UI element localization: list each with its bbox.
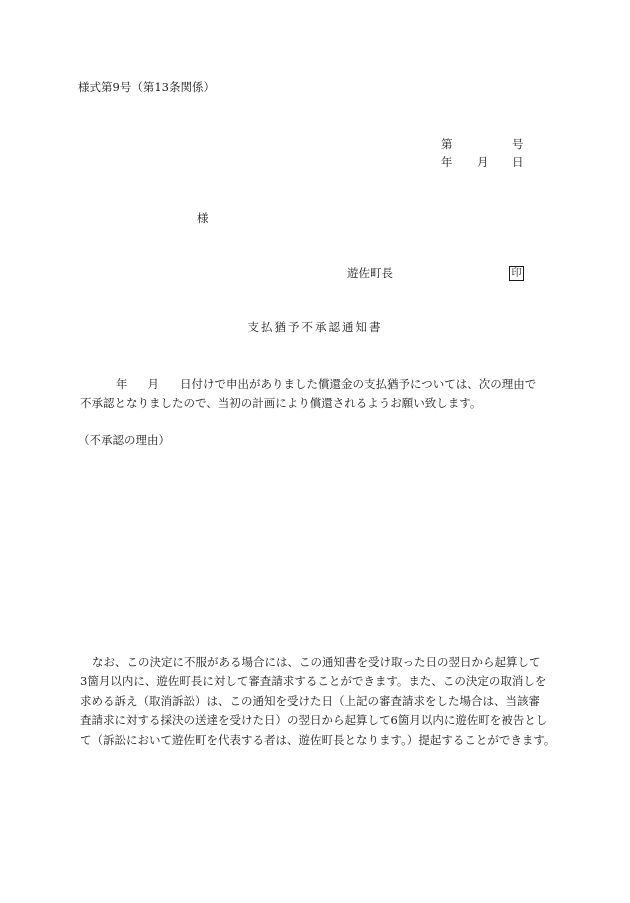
reason-heading: （不承認の理由） [78, 433, 170, 447]
document-title: 支払猶予不承認通知書 [247, 320, 383, 334]
sender-name: 遊佐町長 [347, 266, 393, 280]
intro-year: 年 [116, 377, 128, 391]
note-line: 3箇月以内に、遊佐町長に対して審査請求することができます。また、この決定の取消しを [80, 674, 547, 688]
intro-line-1 [80, 379, 536, 391]
intro-month: 月 [147, 377, 159, 391]
document-number-prefix: 第 [441, 137, 453, 151]
date-month: 月 [477, 155, 489, 169]
note-line: 求める訴え（取消訴訟）は、この通知を受けた日（上記の審査請求をした場合は、当該審 [80, 694, 540, 708]
intro-line-2: 不承認となりましたので、当初の計画により償還されるようお願い致します。 [80, 396, 482, 410]
intro-day-text: 日付けで申出がありました償還金の支払猶予については、次の理由で [180, 377, 537, 391]
note-line: て（訴訟において遊佐町を代表する者は、遊佐町長となります。）提起することができます。 [80, 733, 556, 747]
note-line: 査請求に対する採決の送達を受けた日）の翌日から起算して6箇月以内に遊佐町を被告とし [80, 713, 548, 727]
form-number: 様式第9号（第13条関係） [78, 80, 215, 94]
note-line [80, 657, 541, 669]
date-day: 日 [512, 155, 524, 169]
addressee-suffix: 様 [197, 211, 209, 225]
document-number-suffix: 号 [512, 137, 524, 151]
note-line-text: なお、この決定に不服がある場合には、この通知書を受け取った日の翌日から起算して [92, 655, 541, 669]
date-year: 年 [441, 155, 453, 169]
seal-mark: 印 [509, 266, 524, 281]
